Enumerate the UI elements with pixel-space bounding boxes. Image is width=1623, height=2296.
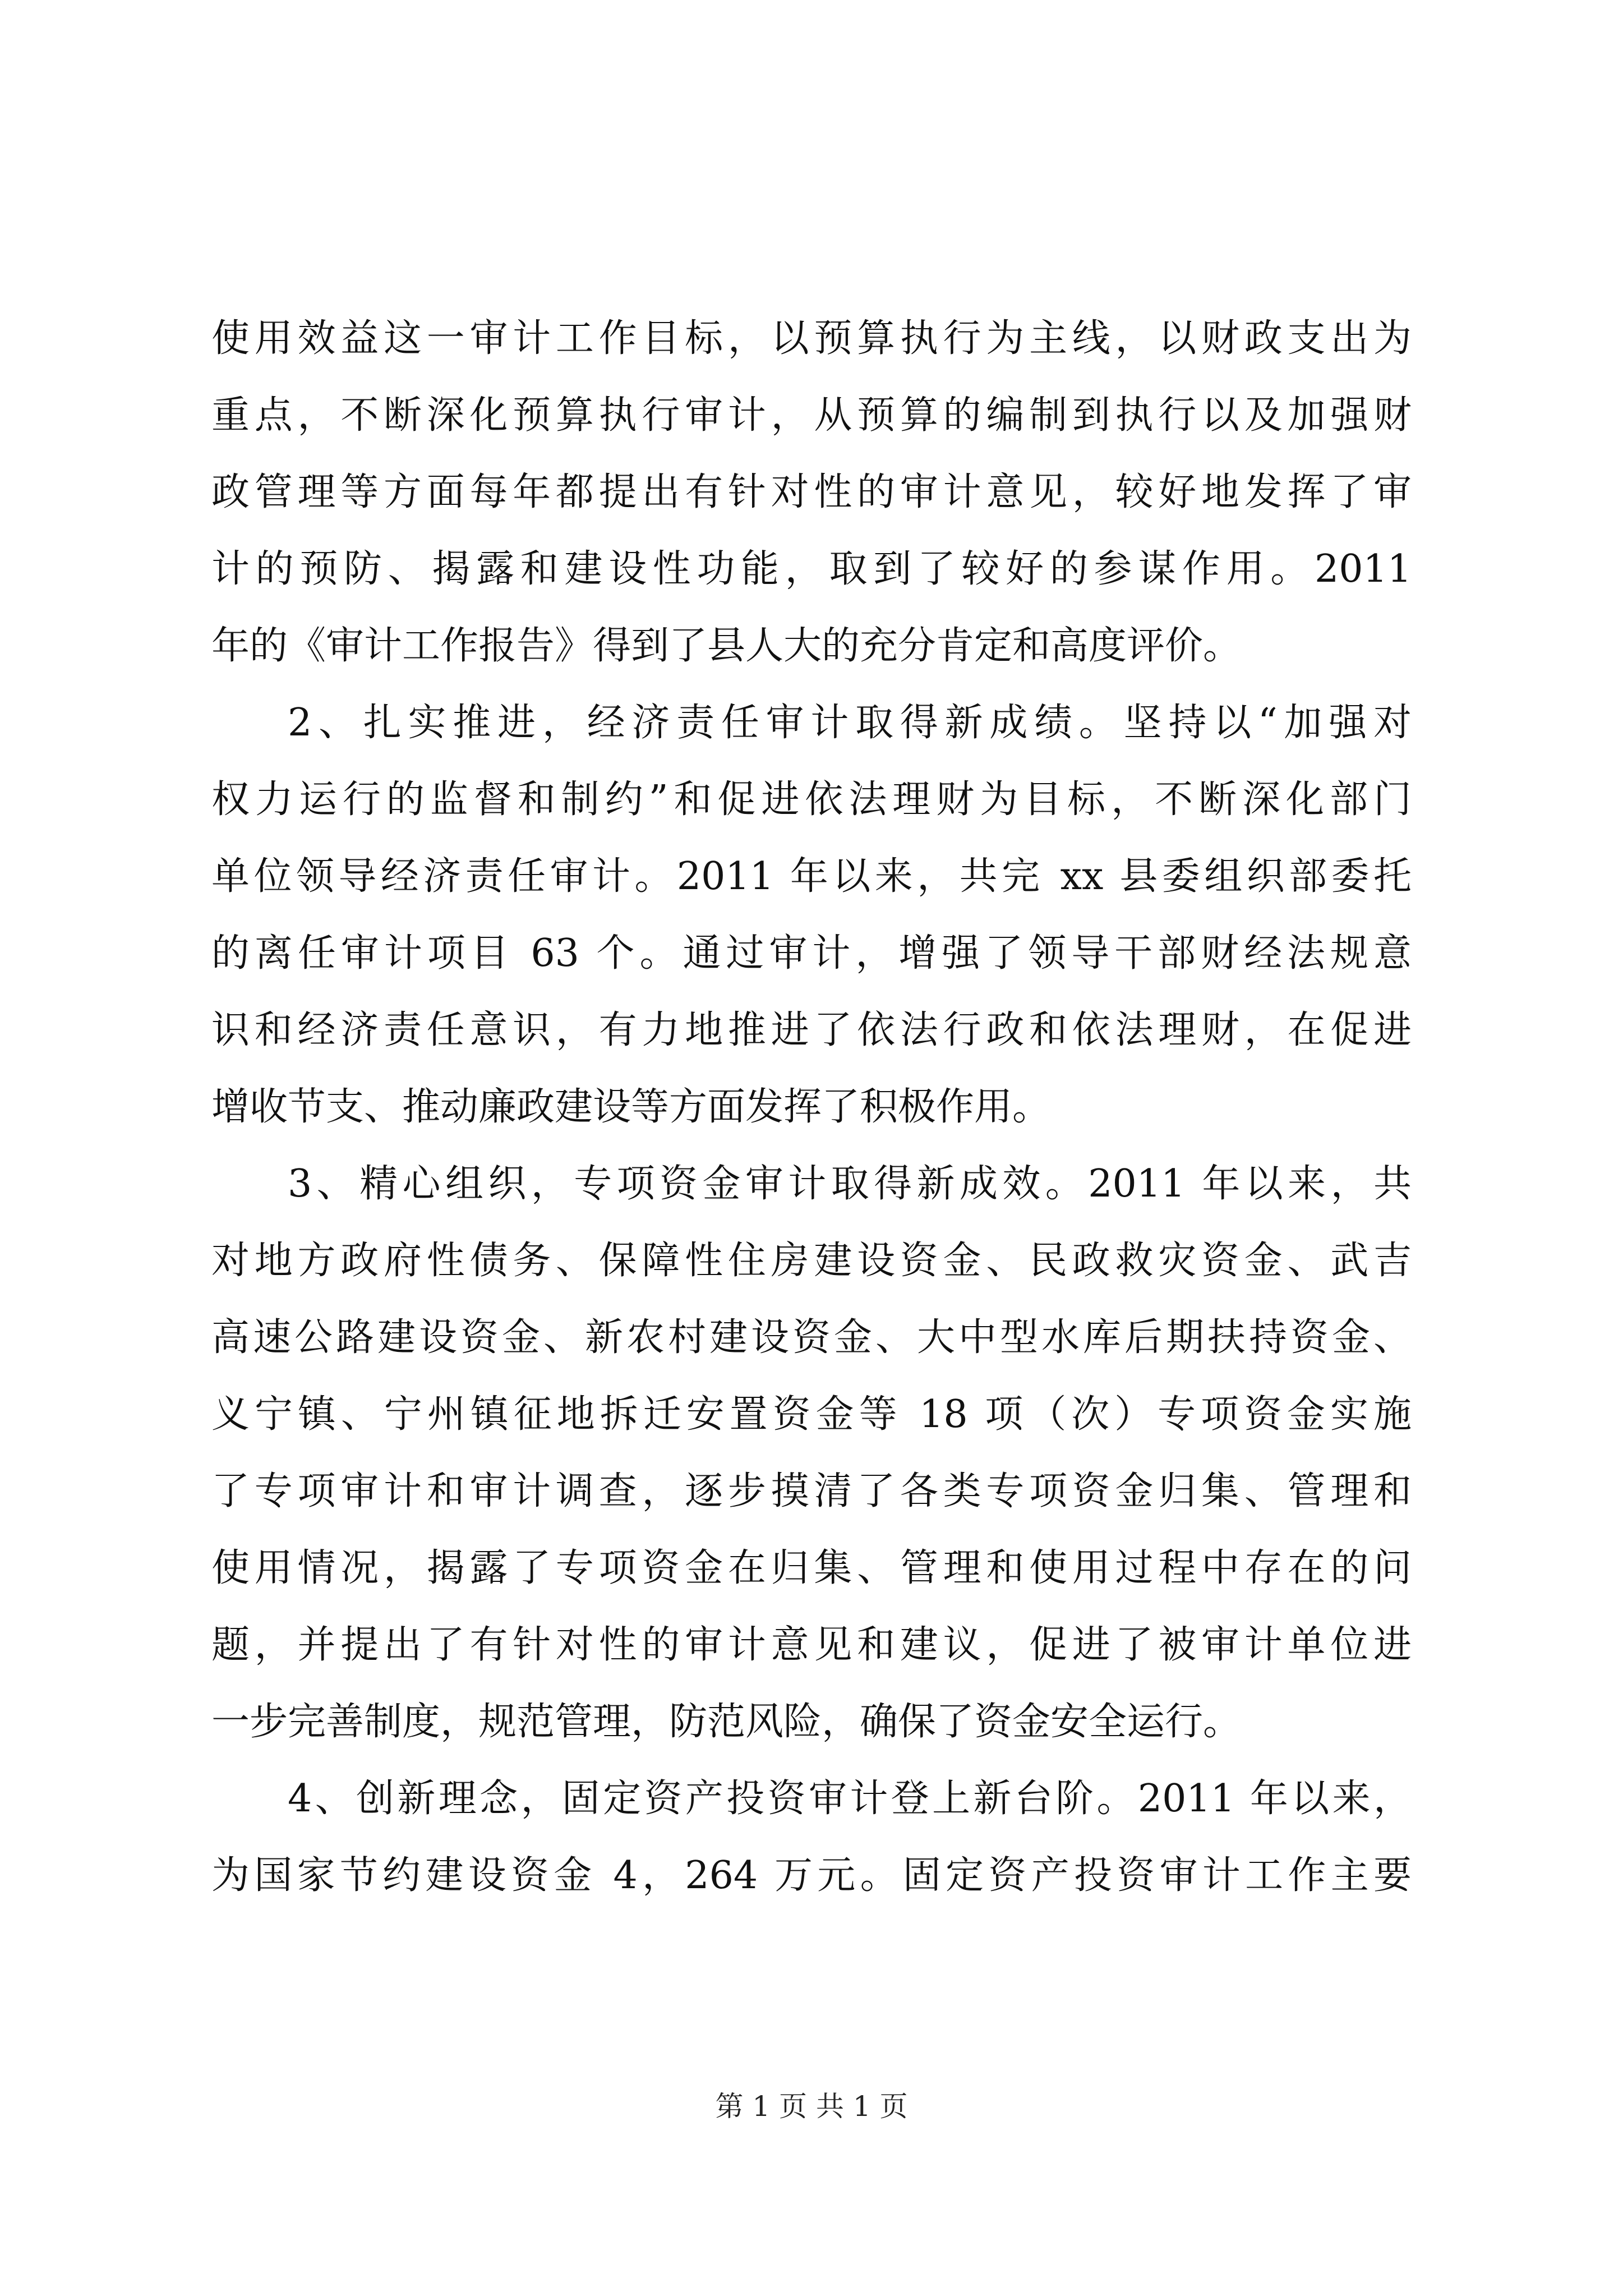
paragraph <box>211 1145 1412 1760</box>
paragraph <box>211 684 1412 1145</box>
text-line: 使用情况，揭露了专项资金在归集、管理和使用过程中存在的问 <box>211 1546 1412 1590</box>
text-line: 一步完善制度，规范管理，防范风险，确保了资金安全运行。 <box>211 1700 1242 1744</box>
text-line: 义宁镇、宁州镇征地拆迁安置资金等 18 项（次）专项资金实施 <box>211 1392 1412 1437</box>
paragraph <box>211 300 1412 684</box>
text-line: 增收节支、推动廉政建设等方面发挥了积极作用。 <box>211 1085 1051 1129</box>
text-line: 使用效益这一审计工作目标，以预算执行为主线，以财政支出为 <box>211 316 1412 361</box>
text-line: 2、扎实推进，经济责任审计取得新成绩。坚持以“加强对 <box>288 701 1412 745</box>
text-line: 的离任审计项目 63 个。通过审计，增强了领导干部财经法规意 <box>211 931 1412 976</box>
text-line: 对地方政府性债务、保障性住房建设资金、民政救灾资金、武吉 <box>211 1239 1412 1283</box>
text-line: 单位领导经济责任审计。2011 年以来，共完 xx 县委组织部委托 <box>211 854 1412 899</box>
text-line: 3、精心组织，专项资金审计取得新成效。2011 年以来，共 <box>288 1162 1412 1206</box>
page-footer: 第 1 页 共 1 页 <box>715 2090 908 2123</box>
text-line: 重点，不断深化预算执行审计，从预算的编制到执行以及加强财 <box>211 393 1412 438</box>
paragraph <box>211 1760 1412 1914</box>
text-line: 为国家节约建设资金 4，264 万元。固定资产投资审计工作主要 <box>211 1853 1412 1898</box>
text-line: 政管理等方面每年都提出有针对性的审计意见，较好地发挥了审 <box>211 470 1412 514</box>
text-line: 年的《审计工作报告》得到了县人大的充分肯定和高度评价。 <box>211 624 1242 668</box>
text-line: 计的预防、揭露和建设性功能，取到了较好的参谋作用。2011 <box>211 547 1412 591</box>
text-line: 权力运行的监督和制约”和促进依法理财为目标，不断深化部门 <box>211 777 1412 822</box>
document-body <box>211 300 1412 1914</box>
text-line: 题，并提出了有针对性的审计意见和建议，促进了被审计单位进 <box>211 1623 1412 1667</box>
text-line: 了专项审计和审计调查，逐步摸清了各类专项资金归集、管理和 <box>211 1469 1412 1513</box>
text-line: 4、创新理念，固定资产投资审计登上新台阶。2011 年以来， <box>288 1777 1412 1821</box>
text-line: 高速公路建设资金、新农村建设资金、大中型水库后期扶持资金、 <box>211 1315 1412 1360</box>
text-line: 识和经济责任意识，有力地推进了依法行政和依法理财，在促进 <box>211 1008 1412 1052</box>
